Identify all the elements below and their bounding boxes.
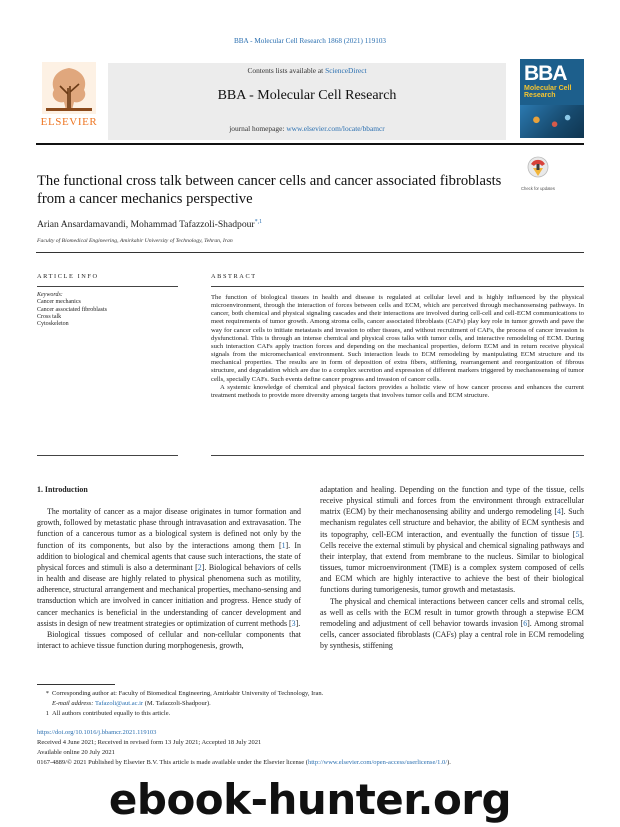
citation-link[interactable]: 6 [523,618,528,628]
contents-line [108,66,506,75]
license-link[interactable]: http://www.elsevier.com/open-access/userlicense/1.0/ [307,759,448,766]
keyword: Cytoskeleton [37,321,69,328]
sciencedirect-link[interactable]: ScienceDirect [325,66,367,75]
journal-homepage-link[interactable]: www.elsevier.com/locate/bbamcr [286,124,385,133]
authors-rule [36,252,584,253]
article-metadata [37,728,597,768]
cover-art [526,111,578,133]
body-column-left [37,484,301,651]
article-info-heading: ARTICLE INFO [37,273,99,280]
cover-title: BBA [524,62,567,85]
citation-link[interactable]: 1 [281,540,286,550]
body-column-right [320,484,584,651]
check-for-updates-button[interactable] [520,155,556,191]
header-rule [36,143,584,145]
abstract-heading: ABSTRACT [211,273,257,280]
affiliation: Faculty of Biomedical Engineering, Amirkabir University of Technology, Tehran, Iran [37,238,233,244]
watermark: ebook-hunter.org [108,775,512,824]
abstract-text [211,294,584,400]
homepage-prefix: journal homepage: [229,124,285,133]
author-marks[interactable]: *,1 [254,219,263,225]
elsevier-wordmark: ELSEVIER [40,116,98,128]
footnotes [37,689,577,719]
keywords-block [37,292,178,328]
license-line: 0167-4889/© 2021 Published by Elsevier B.V. This article is made available under the Elsevier license (http://www.elsevier.com/open-access/userlicense/1.0/). [37,759,451,766]
abstract-paragraph: The function of biological tissues in health and disease is regulated at cellular level and is highly influenced by the physical microenvironment, through the interaction of forces between cells and ECM, which are perceived through mechanosensing pathways. In cancer, both chemical and physical signaling cascades and their interactions are involved during cell-cell and cell-ECM communications to meet requirements of tumor growth. Among stroma cells, cancer associated fibroblasts (CAFs) play key role in tumor growth and pave the way for cancer cells to initiate metastasis and invasion to other tissues, and without recruitment of CAFs, the process of cancer invasion is dysfunctional. This is through an intense chemical and physical cross talks with tumor cells, and interactive remodeling of ECM. During such interaction CAFs apply traction forces and depending on the mechanical properties, deform ECM and in return receive physical signals from the micromechanical environment. Such interaction leads to ECM remodeling by manipulating ECM structure and its mechanical properties. The results are in form of deposition of extra fibers, stiffening, rearrangement and reorganization of fibrous structure, and degradation which are due to a complex secretion and expression of different markers triggered by mechanosensing of tumor cells, specially CAFs. Such events define cancer progress and invasion of cancer cells. [211,294,584,383]
doi-link[interactable]: https://doi.org/10.1016/j.bbamcr.2021.119103 [37,729,157,736]
article-title: The functional cross talk between cancer cells and cancer associated fibroblasts from a cancer mechanics perspective [37,173,502,207]
footnote-rule [37,684,115,685]
keywords-label: Keywords: [37,292,63,298]
elsevier-tree-icon [42,62,96,114]
journal-title: BBA - Molecular Cell Research [217,88,397,103]
keyword: Cancer mechanics [37,299,81,306]
abstract-rule [211,286,584,287]
footnote-email: E-mail address: Tafazoli@aut.ac.ir (M. Tafazzoli-Shadpour). [52,700,211,707]
cover-subtitle: Molecular Cell Research [524,85,572,100]
body-paragraph: adaptation and healing. Depending on the function and type of the tissue, cells receive physical stimuli and forces from the environment through extracellular matrix (ECM) by their mechanosensing ability and undergo remodeling [4]. Such mechanism regulates cell structure and behavior, the ability of ECM synthesis and its topography, cell-ECM interaction, and eventually the function of tissue [5]. Cells receive the external stimuli by physical and chemical signaling pathways and their interplay, that extend from membrane to the nucleus. Similar to biological tissues, tumor microenvironment (TME) is a complex system composed of cells and ECM which are highly interactive to achieve the best of their biological functions during tumorigenesis, tumor growth and metastasis. [320,485,585,595]
footnote-equal: 1 All authors contributed equally to this article. [45,710,171,717]
citation-link[interactable]: 3 [291,618,296,628]
body-paragraph: The mortality of cancer as a major disease originates in tumor formation and growth, followed by metastatic phase through intravasation and extravasation. The function of a cancerous tumor as a biological system is defined not only by the function of its components, but also by the interactions among them [1]. In addition to biological and chemical agents that cause such interactions, the state of physical forces and stimuli is also a determinant [2]. Biological behaviors of cells in health and disease are highly related to physical phenomena such as motility, adherence, structural arrangement and mechanical properties, mechano-sensing and transduction which are involved in cancer initiation and progress. Hence study of cancer mechanics is beneficial in the understanding of cancer development and assists in design of new treatment strategies or optimization of current methods [3]. [37,507,301,628]
citation-link[interactable]: 2 [197,562,202,572]
abstract-bottom-rule [211,455,584,456]
keyword: Cancer associated fibroblasts [37,306,107,313]
body-paragraph: Biological tissues composed of cellular and non-cellular components that interact to achieve tissue function during morphogenesis, growth, [37,629,301,651]
abstract-paragraph: A systemic knowledge of chemical and physical factors provides a holistic view of how cancer process and enhances the current treatment methods to provide more diversity among targets that involves tumor cells and ECM structure. [211,383,584,399]
contents-prefix: Contents lists available at [247,66,324,75]
citation-link[interactable]: 4 [557,507,561,517]
citation-link[interactable]: 5 [575,529,580,539]
homepage-line [108,124,506,133]
authors-names: Arian Ansardamavandi, Mohammad Tafazzoli-Shadpour [37,219,255,231]
article-info-bottom-rule [37,455,178,456]
keyword: Cross talk [37,313,62,320]
crossmark-label: Check for updates [521,186,555,191]
article-info-rule [37,286,178,287]
journal-cover[interactable] [520,59,584,138]
section-heading: 1. Introduction [37,485,88,494]
email-link[interactable]: Tafazoli@aut.ac.ir [94,700,144,707]
history-dates: Received 4 June 2021; Received in revised form 13 July 2021; Accepted 18 July 2021 [37,739,262,746]
online-date: Available online 20 July 2021 [37,749,115,756]
running-head[interactable]: BBA - Molecular Cell Research 1868 (2021) 119103 [233,37,387,45]
elsevier-logo [36,62,102,134]
footnote-corresponding: * Corresponding author at: Faculty of Biomedical Engineering, Amirkabir University of Technology, Iran. [45,690,324,697]
author-list [37,219,262,230]
body-paragraph: The physical and chemical interactions between cancer cells and stromal cells, as well as cells with the ECM result in tumor growth through a stepwise ECM remodeling and adjustment of cell behavior towards invasion [6]. Among stromal cells, cancer associated fibroblasts (CAFs) play a central role in ECM remodeling by synthesis, stiffening [320,596,584,651]
crossmark-icon [520,155,556,181]
